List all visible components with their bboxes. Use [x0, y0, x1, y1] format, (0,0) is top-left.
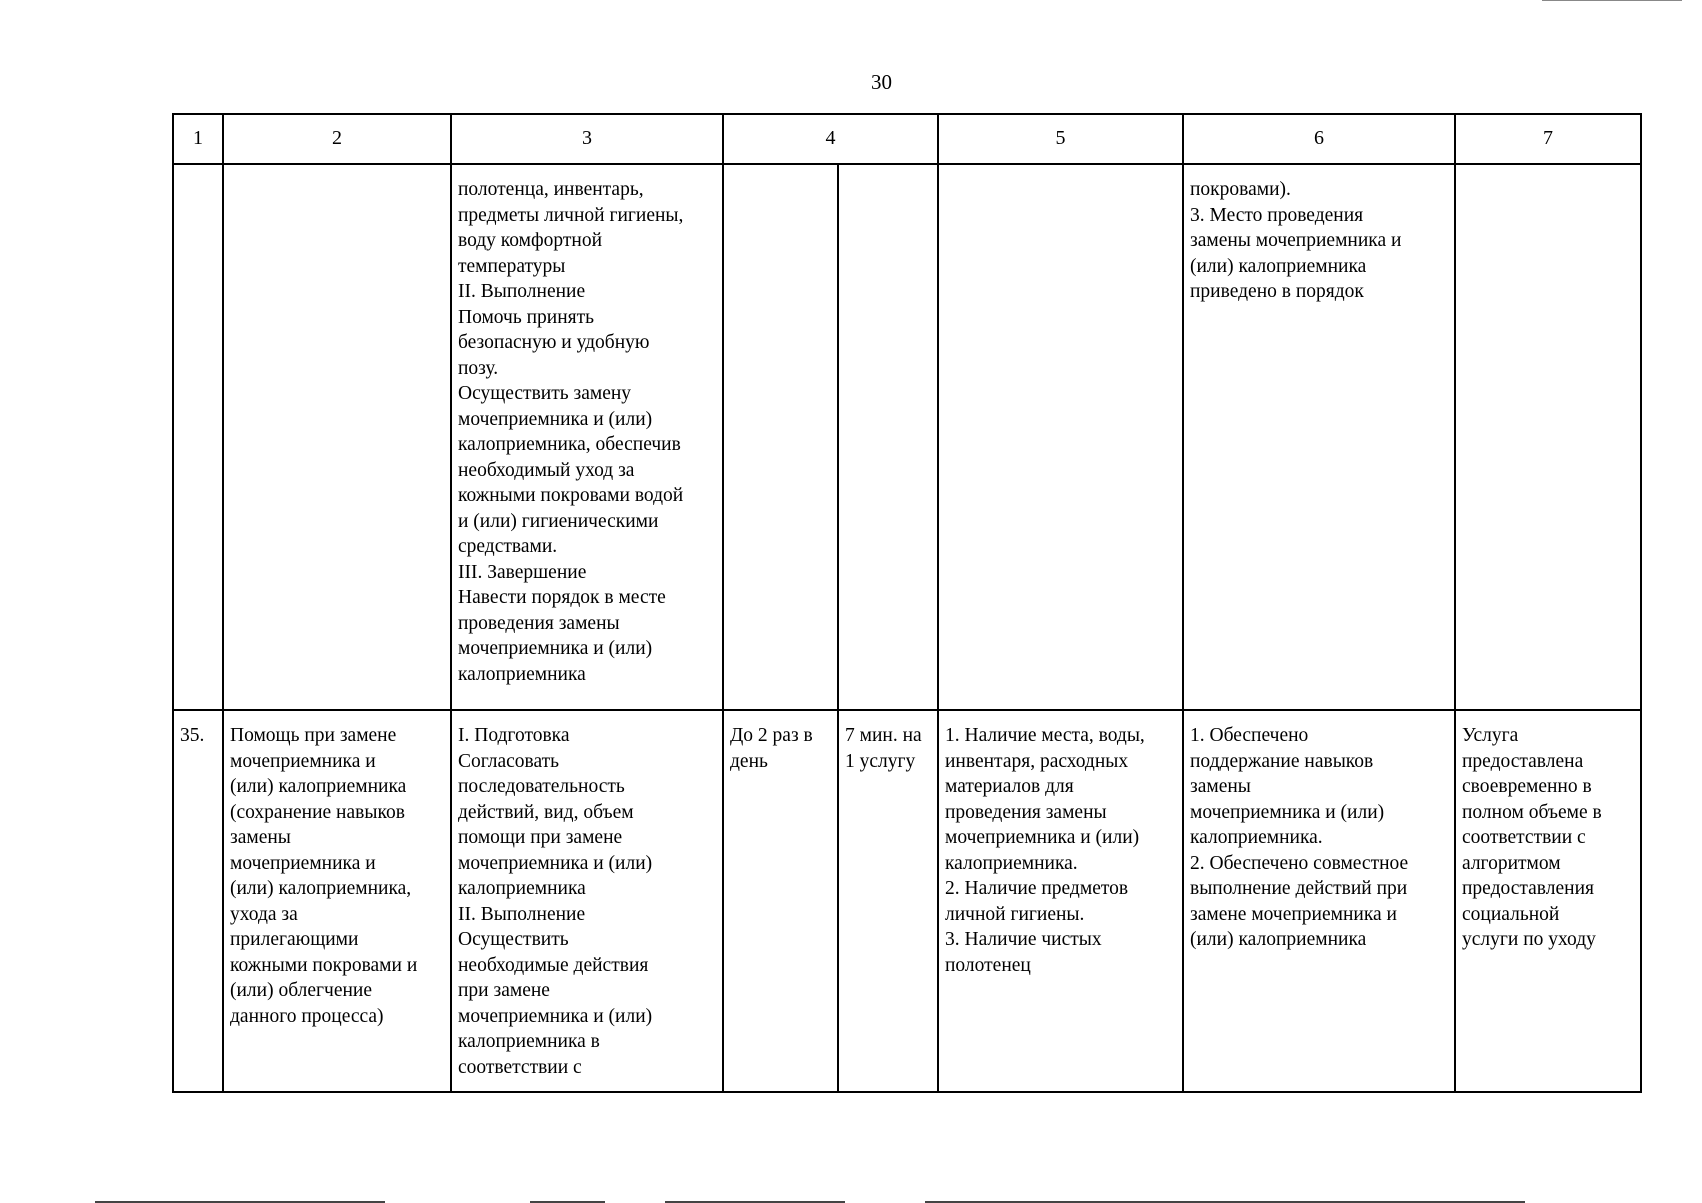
- column-number: 4: [723, 114, 938, 164]
- quality-text: Услуга предоставлена своевременно в полном объеме в соответствии с алгоритмом предоставления социальной услуги по уходу: [1462, 725, 1602, 950]
- service-table: [172, 113, 1642, 1093]
- cell-quality: [1455, 164, 1641, 710]
- cell-frequency: [723, 710, 838, 1092]
- cell-duration: [838, 164, 938, 710]
- procedure-text: полотенца, инвентарь, предметы личной гигиены, воду комфортной температуры II. Выполнение Помочь принять безопасную и удобную позу. Осуществить замену мочеприемника и (или) калоприемника, обеспечив необходимый уход за кожными покровами водой и (или) гигиеническими средствами. III. Завершение Навести порядок в месте проведения замены мочеприемника и (или) калоприемника: [458, 179, 684, 685]
- service-name-text: Помощь при замене мочеприемника и (или) калоприемника (сохранение навыков замены мочеприемника и (или) калоприемника, ухода за прилегающими кожными покровами и (или) облегчение данного процесса): [230, 725, 418, 1027]
- cell-conditions: [938, 710, 1183, 1092]
- cell-number: [173, 710, 223, 1092]
- frequency-text: До 2 раз в день: [730, 725, 813, 772]
- table-row: [173, 710, 1641, 1092]
- column-number: 6: [1183, 114, 1455, 164]
- cell-service-name: [223, 164, 451, 710]
- scan-edge-mark: [1542, 0, 1682, 1]
- procedure-text: I. Подготовка Согласовать последовательность действий, вид, объем помощи при замене мочеприемника и (или) калоприемника II. Выполнение Осуществить необходимые действия при замене мочеприемника и (или) калоприемника в соответствии с: [458, 725, 653, 1078]
- column-number: 7: [1455, 114, 1641, 164]
- cell-quality: [1455, 710, 1641, 1092]
- page-number: 30: [871, 70, 892, 94]
- cell-duration: [838, 710, 938, 1092]
- continuation-row: [173, 164, 1641, 710]
- cell-procedure: [451, 710, 723, 1092]
- column-number: 3: [451, 114, 723, 164]
- results-text: 1. Обеспечено поддержание навыков замены мочеприемника и (или) калоприемника. 2. Обеспечено совместное выполнение действий при замене мочеприемника и (или) калоприемника: [1190, 725, 1409, 950]
- column-number: 5: [938, 114, 1183, 164]
- column-number: 2: [223, 114, 451, 164]
- conditions-text: 1. Наличие места, воды, инвентаря, расходных материалов для проведения замены мочеприемника и (или) калоприемника. 2. Наличие предметов личной гигиены. 3. Наличие чистых полотенец: [945, 725, 1145, 976]
- column-number-row: [173, 114, 1641, 164]
- cell-procedure: [451, 164, 723, 710]
- cell-frequency: [723, 164, 838, 710]
- column-number: 1: [173, 114, 223, 164]
- cell-service-name: [223, 710, 451, 1092]
- results-text: покровами). 3. Место проведения замены мочеприемника и (или) калоприемника приведено в порядок: [1190, 179, 1402, 302]
- cell-results: [1183, 710, 1455, 1092]
- row-number: 35.: [180, 725, 205, 746]
- cell-number: [173, 164, 223, 710]
- cell-results: [1183, 164, 1455, 710]
- cell-conditions: [938, 164, 1183, 710]
- duration-text: 7 мин. на 1 услугу: [845, 725, 922, 772]
